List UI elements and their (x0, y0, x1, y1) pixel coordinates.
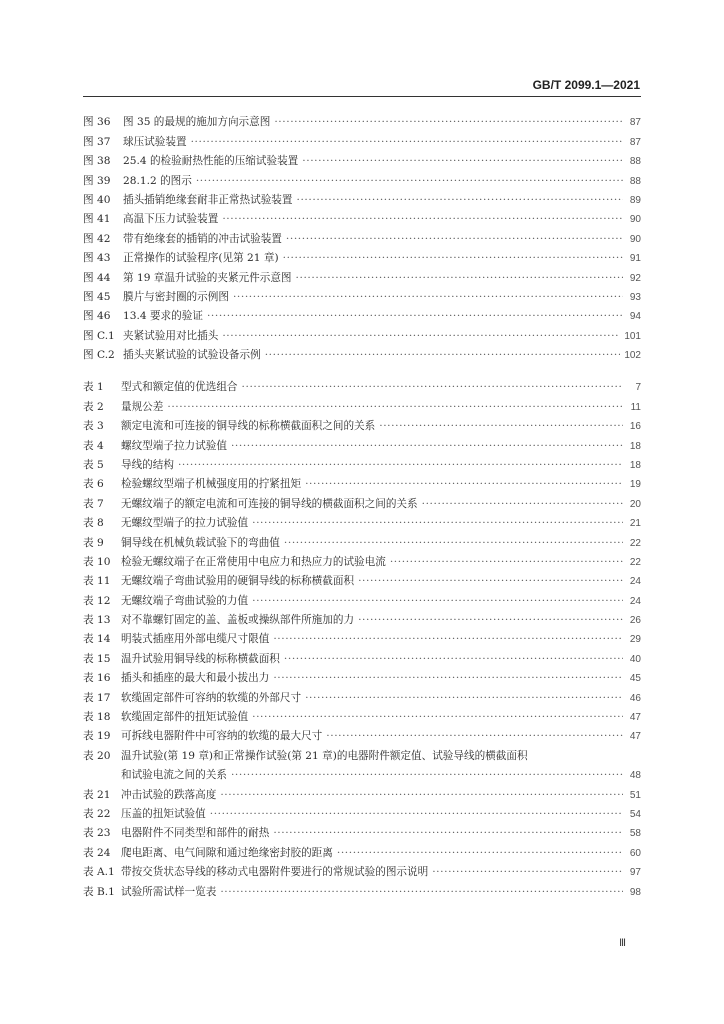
table-entry[interactable] (83, 627, 641, 646)
table-title: 插头和插座的最大和最小拔出力 (121, 672, 270, 685)
table-entry[interactable] (83, 550, 641, 569)
table-title: 温升试验(第 19 章)和正常操作试验(第 21 章)的电器附件额定值、试验导线的横截面积 (121, 749, 528, 762)
figure-number: 图 36 (83, 116, 111, 129)
table-number: 表 12 (83, 594, 111, 607)
table-number: 表 5 (83, 458, 104, 471)
dot-leader (297, 194, 624, 207)
table-page: 45 (629, 673, 641, 685)
dot-leader (283, 252, 623, 265)
table-entry[interactable] (83, 821, 641, 840)
table-number: 表 17 (83, 691, 111, 704)
dot-leader (379, 420, 623, 433)
dot-leader (390, 556, 623, 569)
figures-list (83, 110, 641, 362)
figure-page: 89 (629, 194, 641, 206)
figure-title: 膜片与密封圈的示例图 (123, 290, 229, 303)
table-number: 表 B.1 (83, 885, 115, 898)
figure-entry[interactable] (83, 226, 641, 245)
table-number: 表 8 (83, 517, 104, 530)
figure-number: 图 C.1 (83, 329, 115, 342)
dot-leader (220, 789, 623, 802)
table-title: 明装式插座用外部电缆尺寸限值 (121, 633, 270, 646)
figure-page: 90 (629, 214, 641, 226)
dot-leader (337, 847, 623, 860)
table-page: 22 (629, 556, 641, 568)
figure-title: 带有绝缘套的插销的冲击试验装置 (123, 232, 282, 245)
dot-leader (305, 478, 623, 491)
table-number: 表 4 (83, 439, 104, 452)
table-page: 24 (629, 595, 641, 607)
figure-number: 图 38 (83, 155, 111, 168)
table-page: 48 (629, 770, 641, 782)
dot-leader (305, 692, 623, 705)
figure-entry[interactable] (83, 207, 641, 226)
figure-page: 90 (629, 233, 641, 245)
table-number: 表 2 (83, 400, 104, 413)
table-number: 表 20 (83, 749, 111, 762)
document-identifier: GB/T 2099.1—2021 (532, 78, 640, 92)
table-entry-continuation[interactable] (83, 763, 641, 782)
dot-leader (265, 349, 621, 362)
figure-entry[interactable] (83, 285, 641, 304)
table-entry[interactable] (83, 705, 641, 724)
table-page: 47 (629, 712, 641, 724)
figure-entry[interactable] (83, 168, 641, 187)
figure-entry[interactable] (83, 304, 641, 323)
dot-leader (178, 459, 623, 472)
table-entry[interactable] (83, 782, 641, 801)
table-number: 表 10 (83, 555, 111, 568)
table-number: 表 18 (83, 711, 111, 724)
table-title: 温升试验用铜导线的标称横截面积 (121, 652, 280, 665)
table-entry[interactable] (83, 433, 641, 452)
table-title: 爬电距离、电气间隙和通过绝缘密封胶的距离 (121, 846, 333, 859)
table-title: 可拆线电器附件中可容纳的软缆的最大尺寸 (121, 730, 323, 743)
table-entry[interactable] (83, 414, 641, 433)
figure-number: 图 46 (83, 310, 111, 323)
table-entry[interactable] (83, 840, 641, 859)
dot-leader (296, 272, 623, 285)
table-entry[interactable] (83, 685, 641, 704)
dot-leader (358, 575, 623, 588)
table-number: 表 19 (83, 730, 111, 743)
dot-leader (273, 827, 623, 840)
figure-entry[interactable] (83, 323, 641, 342)
figure-entry[interactable] (83, 343, 641, 362)
table-title: 无螺纹端子弯曲试验用的硬铜导线的标称横截面积 (121, 575, 355, 588)
table-page: 21 (629, 518, 641, 530)
figure-number: 图 41 (83, 213, 111, 226)
table-page: 7 (635, 382, 641, 394)
figure-page: 87 (629, 136, 641, 148)
table-page: 18 (629, 459, 641, 471)
table-number: 表 9 (83, 536, 104, 549)
table-number: 表 15 (83, 652, 111, 665)
dot-leader (273, 672, 623, 685)
dot-leader (252, 517, 623, 530)
table-entry[interactable] (83, 394, 641, 413)
table-title: 导线的结构 (121, 458, 174, 471)
figure-entry[interactable] (83, 129, 641, 148)
table-entry[interactable] (83, 375, 641, 394)
table-number: 表 22 (83, 807, 111, 820)
table-number: 表 11 (83, 575, 111, 588)
table-title: 带按交货状态导线的移动式电器附件要进行的常规试验的图示说明 (121, 866, 429, 879)
figure-number: 图 45 (83, 290, 111, 303)
figure-number: 图 C.2 (83, 349, 115, 362)
figure-entry[interactable] (83, 149, 641, 168)
table-number: 表 1 (83, 381, 104, 394)
table-page: 40 (629, 653, 641, 665)
table-entry[interactable] (83, 724, 641, 743)
dot-leader (284, 537, 623, 550)
table-page: 19 (629, 479, 641, 491)
dot-leader (284, 653, 623, 666)
figure-entry[interactable] (83, 265, 641, 284)
dot-leader (222, 213, 623, 226)
table-title: 螺纹型端子拉力试验值 (121, 439, 227, 452)
table-number: 表 13 (83, 614, 111, 627)
table-entry[interactable] (83, 588, 641, 607)
dot-leader (222, 330, 620, 343)
figure-title: 图 35 的最规的施加方向示意图 (123, 116, 271, 129)
table-page: 29 (629, 634, 641, 646)
figure-title: 第 19 章温升试验的夹紧元件示意图 (123, 271, 292, 284)
dot-leader (302, 155, 623, 168)
table-title: 试验所需试样一览表 (121, 885, 217, 898)
table-title: 检验螺纹型端子机械强度用的拧紧扭矩 (121, 478, 302, 491)
table-title: 冲击试验的跌落高度 (121, 788, 217, 801)
figure-page: 92 (629, 272, 641, 284)
table-title: 无螺纹端子的额定电流和可连接的铜导线的横截面积之间的关系 (121, 497, 418, 510)
dot-leader (233, 291, 623, 304)
table-number: 表 16 (83, 672, 111, 685)
table-title: 额定电流和可连接的铜导线的标称横截面积之间的关系 (121, 420, 376, 433)
figure-title: 插头插销绝缘套耐非正常热试验装置 (123, 193, 293, 206)
table-page: 98 (629, 886, 641, 898)
table-title: 压盖的扭矩试验值 (121, 807, 206, 820)
dot-leader (252, 711, 623, 724)
figure-page: 88 (629, 175, 641, 187)
table-page: 58 (629, 828, 641, 840)
table-title-continuation: 和试验电流之间的关系 (121, 769, 227, 782)
table-entry[interactable] (83, 569, 641, 588)
dot-leader (231, 440, 623, 453)
figure-page: 87 (629, 117, 641, 129)
figure-entry[interactable] (83, 110, 641, 129)
table-title: 对不靠螺钉固定的盖、盖板或操纵部件所施加的力 (121, 614, 355, 627)
table-title: 型式和额定值的优选组合 (121, 381, 238, 394)
table-page: 60 (629, 847, 641, 859)
table-page: 18 (629, 440, 641, 452)
dot-leader (167, 401, 623, 414)
dot-leader (422, 498, 623, 511)
dot-leader (196, 175, 623, 188)
dot-leader (326, 730, 623, 743)
table-number: 表 3 (83, 420, 104, 433)
table-number: 表 A.1 (83, 866, 115, 879)
figure-number: 图 43 (83, 252, 111, 265)
figure-number: 图 40 (83, 193, 111, 206)
figure-page: 101 (624, 330, 641, 342)
table-number: 表 23 (83, 827, 111, 840)
table-entry[interactable] (83, 646, 641, 665)
table-title: 软缆固定部件的扭矩试验值 (121, 711, 249, 724)
dot-leader (191, 136, 623, 149)
figure-title: 高温下压力试验装置 (123, 213, 219, 226)
figure-title: 球压试验装置 (123, 135, 187, 148)
table-entry[interactable] (83, 530, 641, 549)
table-page: 54 (629, 808, 641, 820)
table-number: 表 14 (83, 633, 111, 646)
table-entry[interactable] (83, 743, 641, 762)
table-title: 电器附件不同类型和部件的耐热 (121, 827, 270, 840)
figure-title: 夹紧试验用对比插头 (123, 329, 219, 342)
table-entry[interactable] (83, 802, 641, 821)
figure-number: 图 44 (83, 271, 111, 284)
table-page: 51 (629, 789, 641, 801)
table-title: 无螺纹型端子的拉力试验值 (121, 517, 249, 530)
figure-number: 图 39 (83, 174, 111, 187)
table-entry[interactable] (83, 879, 641, 898)
figure-page: 93 (629, 291, 641, 303)
figure-title: 插头夹紧试验的试验设备示例 (123, 349, 261, 362)
figure-number: 图 42 (83, 232, 111, 245)
page-number: Ⅲ (619, 938, 626, 949)
figure-title: 正常操作的试验程序(见第 21 章) (123, 252, 279, 265)
figure-entry[interactable] (83, 188, 641, 207)
dot-leader (273, 633, 623, 646)
header-rule (83, 96, 641, 97)
figure-page: 94 (629, 311, 641, 323)
table-page: 20 (629, 498, 641, 510)
dot-leader (274, 116, 623, 129)
table-title: 无螺纹端子弯曲试验的力值 (121, 594, 249, 607)
table-page: 46 (629, 692, 641, 704)
table-title: 量规公差 (121, 400, 164, 413)
table-page: 47 (629, 731, 641, 743)
table-page: 11 (630, 401, 641, 413)
dot-leader (207, 310, 623, 323)
table-entry[interactable] (83, 608, 641, 627)
figure-title: 28.1.2 的图示 (123, 174, 192, 187)
table-page: 22 (629, 537, 641, 549)
table-title: 检验无螺纹端子在正常使用中电应力和热应力的试验电流 (121, 555, 386, 568)
table-number: 表 24 (83, 846, 111, 859)
table-page: 97 (629, 867, 641, 879)
table-page: 16 (629, 421, 641, 433)
table-number: 表 7 (83, 497, 104, 510)
table-entry[interactable] (83, 491, 641, 510)
figure-page: 102 (624, 350, 641, 362)
table-number: 表 6 (83, 478, 104, 491)
dot-leader (220, 886, 623, 899)
dot-leader (242, 381, 623, 394)
figure-page: 88 (629, 156, 641, 168)
table-entry[interactable] (83, 453, 641, 472)
table-entry[interactable] (83, 472, 641, 491)
dot-leader (231, 769, 623, 782)
table-title: 软缆固定部件可容纳的软缆的外部尺寸 (121, 691, 302, 704)
table-page: 24 (629, 576, 641, 588)
tables-list (83, 375, 641, 899)
dot-leader (210, 808, 623, 821)
table-entry[interactable] (83, 511, 641, 530)
figure-title: 25.4 的检验耐热性能的压缩试验装置 (123, 155, 299, 168)
figure-number: 图 37 (83, 135, 111, 148)
table-page: 26 (629, 615, 641, 627)
dot-leader (252, 595, 623, 608)
table-entry[interactable] (83, 860, 641, 879)
dot-leader (286, 233, 623, 246)
table-number: 表 21 (83, 788, 111, 801)
figure-entry[interactable] (83, 246, 641, 265)
table-title: 铜导线在机械负载试验下的弯曲值 (121, 536, 280, 549)
figure-title: 13.4 要求的验证 (123, 310, 203, 323)
table-entry[interactable] (83, 666, 641, 685)
figure-page: 91 (629, 253, 641, 265)
dot-leader (432, 866, 623, 879)
dot-leader (358, 614, 623, 627)
